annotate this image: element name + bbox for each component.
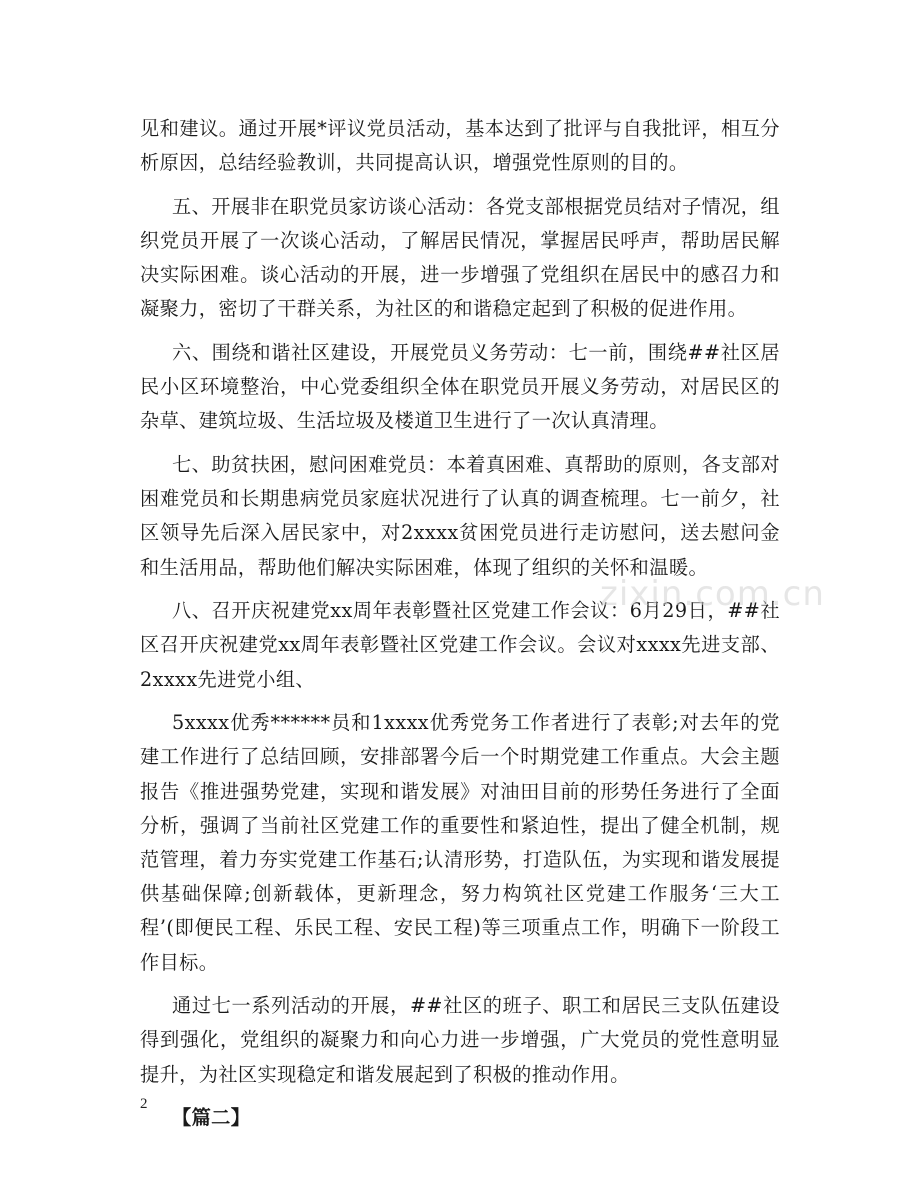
section-heading: 【篇二】 <box>172 1106 251 1130</box>
paragraph-item-5: 五、开展非在职党员家访谈心活动：各党支部根据党员结对子情况，组织党员开展了一次谈心活动，了解居民情况，掌握居民呼声，帮助居民解决实际困难。谈心活动的开展，进一步增强了党组织在居民中的感召力和凝聚力，密切了干群关系，为社区的和谐稳定起到了积极的促进作用。 <box>140 194 780 321</box>
watermark: zixin.com.cn <box>600 574 825 614</box>
paragraph-item-6: 六、围绕和谐社区建设，开展党员义务劳动：七一前，围绕##社区居民小区环境整治，中心党委组织全体在职党员开展义务劳动，对居民区的杂草、建筑垃圾、生活垃圾及楼道卫生进行了一次认真清理。 <box>140 341 780 433</box>
body-text <box>140 112 780 1135</box>
page-number: 2 <box>140 1096 148 1112</box>
paragraph-item-8: 八、召开庆祝建党xx周年表彰暨社区党建工作会议：6月29日，##社区召开庆祝建党xx周年表彰暨社区党建工作会议。会议对xxxx先进支部、2xxxx先进党小组、 <box>140 599 780 691</box>
paragraph-item-7: 七、助贫扶困，慰问困难党员：本着真困难、真帮助的原则，各支部对困难党员和长期患病党员家庭状况进行了认真的调查梳理。七一前夕，社区领导先后深入居民家中，对2xxxx贫困党员进行走访慰问，送去慰问金和生活用品，帮助他们解决实际困难，体现了组织的关怀和温暖。 <box>140 453 780 579</box>
paragraph-item-8-continued: 5xxxx优秀******员和1xxxx优秀党务工作者进行了表彰;对去年的党建工作进行了总结回顾，安排部署今后一个时期党建工作重点。大会主题报告《推进强势党建，实现和谐发展》对油田目前的形势任务进行了全面分析，强调了当前社区党建工作的重要性和紧迫性，提出了健全机制，规范管理，着力夯实党建工作基石;认清形势，打造队伍，为实现和谐发展提供基础保障;创新载体，更新理念，努力构筑社区党建工作服务‘三大工程’(即便民工程、乐民工程、安民工程)等三项重点工作，明确下一阶段工作目标。 <box>140 711 780 974</box>
paragraph-summary: 通过七一系列活动的开展，##社区的班子、职工和居民三支队伍建设得到强化，党组织的凝聚力和向心力进一步增强，广大党员的党性意明显提升，为社区实现稳定和谐发展起到了积极的推动作用。 <box>140 994 780 1086</box>
paragraph-continuation: 见和建议。通过开展*评议党员活动，基本达到了批评与自我批评，相互分析原因，总结经验教训，共同提高认识，增强党性原则的目的。 <box>140 117 780 175</box>
